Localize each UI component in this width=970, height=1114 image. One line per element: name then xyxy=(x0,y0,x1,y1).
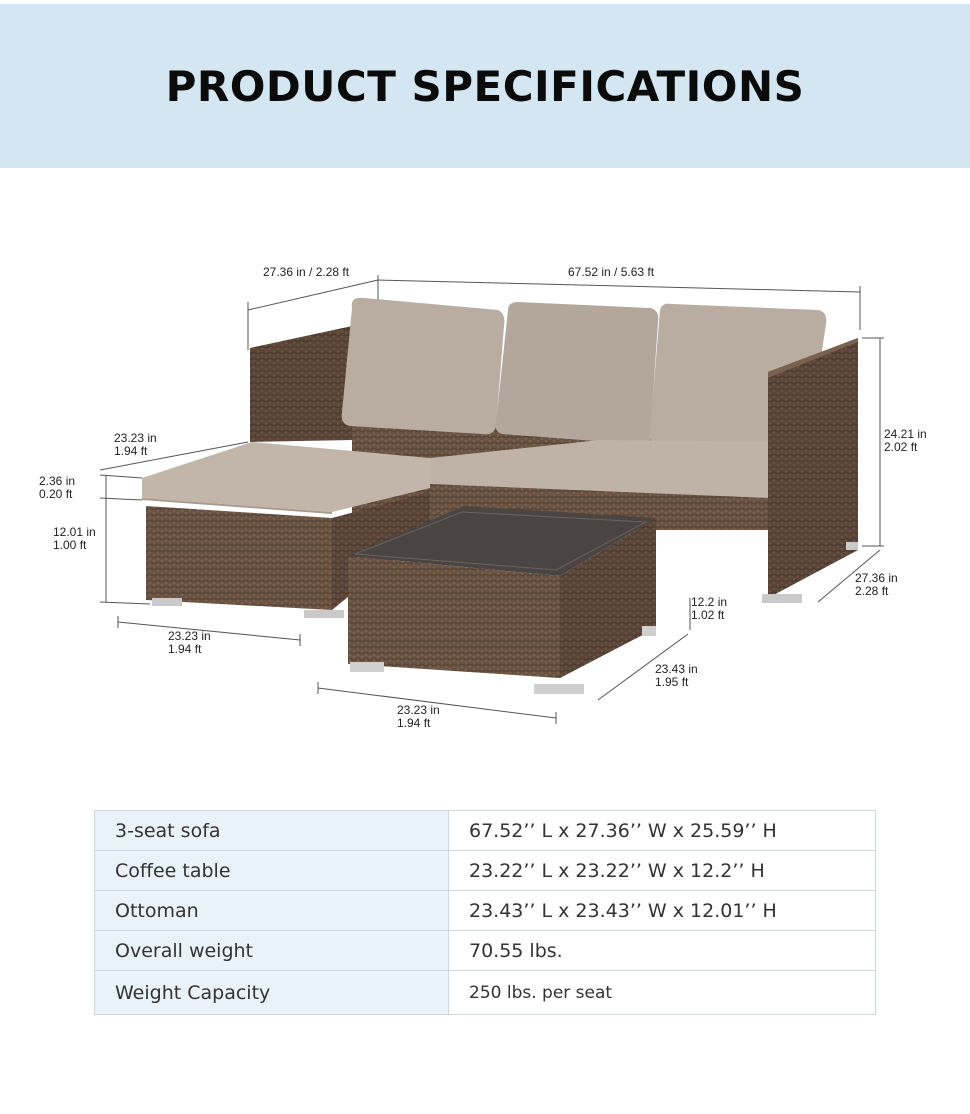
spec-value: 67.52’’ L x 27.36’’ W x 25.59’’ H xyxy=(449,811,876,851)
sofa-right-arm xyxy=(768,338,858,598)
table-row xyxy=(95,811,876,851)
dim-sofa-height-in: 24.21 in xyxy=(884,427,927,441)
dim-ottoman-width-in: 23.23 in xyxy=(168,629,211,643)
dim-sofa-depth-ft: 2.28 ft xyxy=(855,584,889,598)
ottoman-leg xyxy=(304,610,344,618)
dim-ottoman-width-ft: 1.94 ft xyxy=(168,642,202,656)
dim-table-height xyxy=(691,596,727,622)
dim-table-height-ft: 1.02 ft xyxy=(691,608,725,622)
dim-cushion-thickness xyxy=(39,475,75,501)
dim-sofa-height-ft: 2.02 ft xyxy=(884,440,918,454)
dim-ottoman-width xyxy=(168,630,211,656)
spec-value: 70.55 lbs. xyxy=(449,931,876,971)
sofa-leg xyxy=(762,594,802,603)
ottoman-leg xyxy=(152,598,182,606)
table-row xyxy=(95,891,876,931)
dim-ottoman-top-depth-ft: 1.94 ft xyxy=(114,444,148,458)
dim-table-depth-in: 23.43 in xyxy=(655,662,698,676)
dim-ottoman-height xyxy=(53,526,96,552)
header-banner xyxy=(0,4,970,168)
back-cushion-left xyxy=(342,298,505,435)
product-dimension-figure xyxy=(0,230,970,750)
dim-sofa-length: 67.52 in / 5.63 ft xyxy=(568,265,655,279)
dim-ottoman-height-ft: 1.00 ft xyxy=(53,538,87,552)
sofa-set-illustration xyxy=(0,230,970,750)
spec-label: 3-seat sofa xyxy=(95,811,449,851)
ottoman-front xyxy=(146,506,332,610)
dim-ottoman-top-depth-in: 23.23 in xyxy=(114,431,157,445)
dim-table-width-ft: 1.94 ft xyxy=(397,716,431,730)
table-front xyxy=(348,556,560,678)
table-leg xyxy=(642,626,656,636)
table-row xyxy=(95,971,876,1015)
table-leg xyxy=(350,662,384,672)
dim-table-height-in: 12.2 in xyxy=(691,595,728,609)
spec-value: 250 lbs. per seat xyxy=(449,971,876,1015)
spec-label: Overall weight xyxy=(95,931,449,971)
specifications-table xyxy=(94,810,876,1015)
dim-sofa-height xyxy=(884,428,927,454)
table-row xyxy=(95,931,876,971)
dim-cushion-in: 2.36 in xyxy=(39,474,76,488)
spec-label: Coffee table xyxy=(95,851,449,891)
spec-label: Weight Capacity xyxy=(95,971,449,1015)
dim-table-depth-ft: 1.95 ft xyxy=(655,675,689,689)
back-cushion-middle xyxy=(496,302,659,445)
spec-label: Ottoman xyxy=(95,891,449,931)
dim-table-width-in: 23.23 in xyxy=(397,703,440,717)
table-row xyxy=(95,851,876,891)
dim-ottoman-height-in: 12.01 in xyxy=(53,525,96,539)
table-leg xyxy=(534,684,584,694)
dim-ottoman-top-depth xyxy=(114,432,157,458)
dim-sofa-depth-in: 27.36 in xyxy=(855,571,898,585)
sofa-left-arm xyxy=(250,326,352,442)
dim-cushion-ft: 0.20 ft xyxy=(39,487,73,501)
spec-value: 23.22’’ L x 23.22’’ W x 12.2’’ H xyxy=(449,851,876,891)
sofa-leg xyxy=(846,542,858,550)
spec-value: 23.43’’ L x 23.43’’ W x 12.01’’ H xyxy=(449,891,876,931)
dim-table-depth xyxy=(655,663,698,689)
dim-sofa-width: 27.36 in / 2.28 ft xyxy=(263,265,350,279)
page-title: PRODUCT SPECIFICATIONS xyxy=(165,62,805,111)
dim-table-width xyxy=(397,704,440,730)
dim-sofa-depth xyxy=(855,572,898,598)
